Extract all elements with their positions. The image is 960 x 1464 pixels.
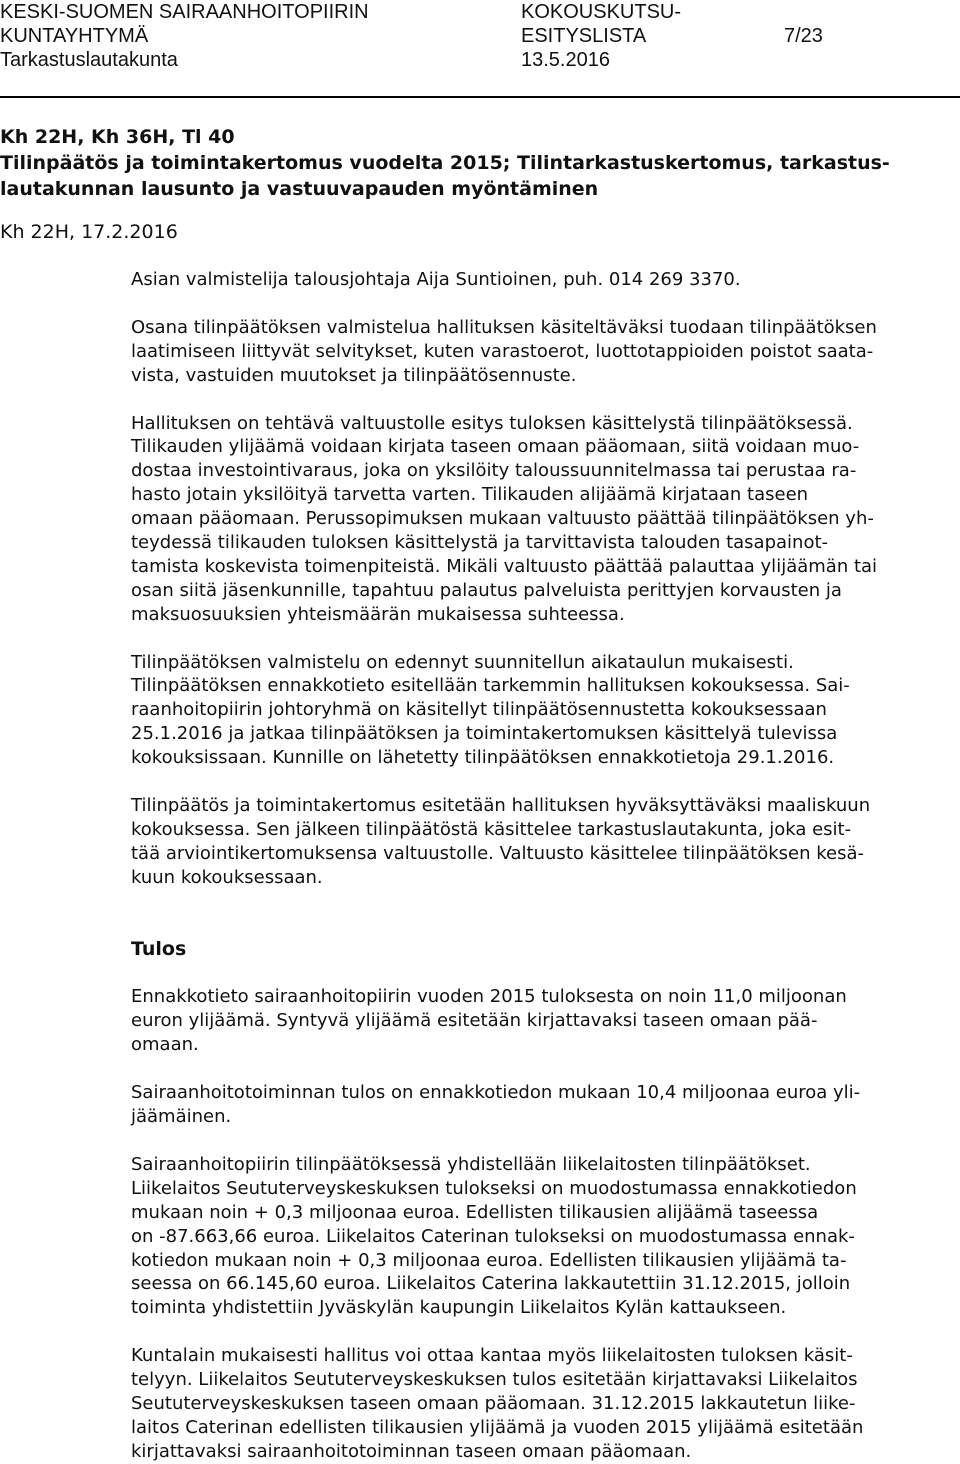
page-number: 7/23 xyxy=(784,25,823,47)
text-line: kotiedon mukaan noin + 0,3 miljoonaa euroa. Edellisten tilikausien ylijäämä ta- xyxy=(131,1249,847,1271)
text-line: Seututerveyskeskuksen taseen omaan pääomaan. 31.12.2015 lakkautetun liike- xyxy=(131,1392,856,1414)
text-line: 25.1.2016 ja jatkaa tilinpäätöksen ja toimintakertomuksen käsittelyä tulevissa xyxy=(131,723,838,745)
preparer-line: Asian valmistelija talousjohtaja Aija Suntioinen, puh. 014 269 3370. xyxy=(131,269,741,290)
board-meeting-reference: Kh 22H, 17.2.2016 xyxy=(0,221,178,243)
text-line: kokouksessa. Sen jälkeen tilinpäätöstä käsittelee tarkastuslautakunta, joka esit- xyxy=(131,818,852,840)
text-line: telyyn. Liikelaitos Seututerveyskeskuksen tulos esitetään kirjattavaksi Liikelaitos xyxy=(131,1369,858,1391)
agenda-title-block xyxy=(0,124,960,202)
text-line: osan siitä jäsenkunnille, tapahtuu palautus palveluista perittyjen korvausten ja xyxy=(131,579,842,601)
document-type-line1: KOKOUSKUTSU- xyxy=(521,1,682,23)
text-line: omaan. xyxy=(131,1034,199,1056)
organization-type: KUNTAYHTYMÄ xyxy=(0,25,149,47)
text-line: Tilinpäätös ja toimintakertomus esitetään hallituksen hyväksyttäväksi maaliskuun xyxy=(131,795,871,817)
document-type-block xyxy=(521,0,681,48)
text-line: Tilikauden ylijäämä voidaan kirjata taseen omaan pääomaan, siitä voidaan muo- xyxy=(131,436,860,458)
paragraph-4 xyxy=(131,794,960,890)
agenda-reference: Kh 22H, Kh 36H, Tl 40 xyxy=(0,126,235,148)
text-line: kirjattavaksi sairaanhoitotoiminnan taseen omaan pääomaan. xyxy=(131,1440,692,1462)
agenda-title-line: Tilinpäätös ja toimintakertomus vuodelta 2015; Tilintarkastuskertomus, tarkastus- xyxy=(0,152,890,174)
text-line: Sairaanhoitotoiminnan tulos on ennakkotiedon mukaan 10,4 miljoonaa euroa yli- xyxy=(131,1082,861,1104)
text-line: on -87.663,66 euroa. Liikelaitos Caterinan tulokseksi on muodostumassa ennak- xyxy=(131,1225,855,1247)
text-line: Liikelaitos Seututerveyskeskuksen tulokseksi on muodostumassa ennakkotiedon xyxy=(131,1177,857,1199)
paragraph-8 xyxy=(131,1344,960,1463)
organization-name: KESKI-SUOMEN SAIRAANHOITOPIIRIN xyxy=(0,1,369,23)
text-line: Kuntalain mukaisesti hallitus voi ottaa kantaa myös liikelaitosten tuloksen käsit- xyxy=(131,1345,853,1367)
text-line: omaan pääomaan. Perussopimuksen mukaan valtuusto päättää tilinpäätöksen yh- xyxy=(131,508,874,530)
text-line: Hallituksen on tehtävä valtuustolle esitys tuloksen käsittelystä tilinpäätöksessä. xyxy=(131,412,853,434)
text-line: dostaa investointivaraus, joka on yksilöity taloussuunnitelmassa tai perustaa ra- xyxy=(131,460,857,482)
text-line: Tilinpäätöksen ennakkotieto esitellään tarkemmin hallituksen kokouksessa. Sai- xyxy=(131,675,850,697)
text-line: euron ylijäämä. Syntyvä ylijäämä esitetään kirjattavaksi taseen omaan pää- xyxy=(131,1010,818,1032)
text-line: laitos Caterinan edellisten tilikausien ylijäämä ja vuoden 2015 ylijäämä esitetään xyxy=(131,1416,864,1438)
text-line: vista, vastuiden muutokset ja tilinpäätösennuste. xyxy=(131,364,577,386)
text-line: kuun kokouksessaan. xyxy=(131,866,323,888)
document-body xyxy=(131,268,960,1464)
meeting-date: 13.5.2016 xyxy=(521,49,610,71)
text-line: raanhoitopiirin johtoryhmä on käsitellyt tilinpäätösennustetta kokouksessaan xyxy=(131,699,827,721)
text-line: mukaan noin + 0,3 miljoonaa euroa. Edellisten tilikausien alijäämä taseessa xyxy=(131,1201,819,1223)
text-line: Osana tilinpäätöksen valmistelua hallituksen käsiteltäväksi tuodaan tilinpäätöksen xyxy=(131,316,877,338)
paragraph-7 xyxy=(131,1153,960,1320)
paragraph-3 xyxy=(131,651,960,770)
text-line: maksuosuuksien yhteismäärän mukaisessa suhteessa. xyxy=(131,603,625,625)
text-line: laatimiseen liittyvät selvitykset, kuten varastoerot, luottotappioiden poistot saata- xyxy=(131,340,874,362)
committee-name: Tarkastuslautakunta xyxy=(0,49,178,71)
text-line: seessa on 66.145,60 euroa. Liikelaitos Caterina lakkautettiin 31.12.2015, jolloin xyxy=(131,1273,851,1295)
text-line: jäämäinen. xyxy=(131,1106,232,1128)
document-type-line2: ESITYSLISTA xyxy=(521,25,647,47)
text-line: hasto jotain yksilöityä tarvetta varten. Tilikauden alijäämä kirjataan taseen xyxy=(131,484,809,506)
paragraph-5 xyxy=(131,985,960,1057)
text-line: Tilinpäätöksen valmistelu on edennyt suunnitellun aikataulun mukaisesti. xyxy=(131,651,794,673)
page-header xyxy=(0,0,960,98)
agenda-title-line: lautakunnan lausunto ja vastuuvapauden myöntäminen xyxy=(0,178,599,200)
paragraph-2 xyxy=(131,412,960,627)
section-heading-tulos: Tulos xyxy=(131,937,187,960)
text-line: Ennakkotieto sairaanhoitopiirin vuoden 2015 tuloksesta on noin 11,0 miljoonan xyxy=(131,986,847,1008)
text-line: toiminta yhdistettiin Jyväskylän kaupungin Liikelaitos Kylän kattaukseen. xyxy=(131,1297,787,1319)
text-line: tamista koskevista toimenpiteistä. Mikäli valtuusto päättää palauttaa ylijäämän tai xyxy=(131,555,878,577)
text-line: teydessä tilikauden tuloksen käsittelystä ja tarvittavista talouden tasapainot- xyxy=(131,532,829,554)
text-line: tää arviointikertomuksensa valtuustolle. Valtuusto käsittelee tilinpäätöksen kesä- xyxy=(131,842,864,864)
text-line: Sairaanhoitopiirin tilinpäätöksessä yhdistellään liikelaitosten tilinpäätökset. xyxy=(131,1153,811,1175)
organization-block xyxy=(0,0,369,72)
paragraph-1 xyxy=(131,316,960,388)
paragraph-6 xyxy=(131,1081,960,1129)
text-line: kokouksissaan. Kunnille on lähetetty tilinpäätöksen ennakkotietoja 29.1.2016. xyxy=(131,747,835,769)
